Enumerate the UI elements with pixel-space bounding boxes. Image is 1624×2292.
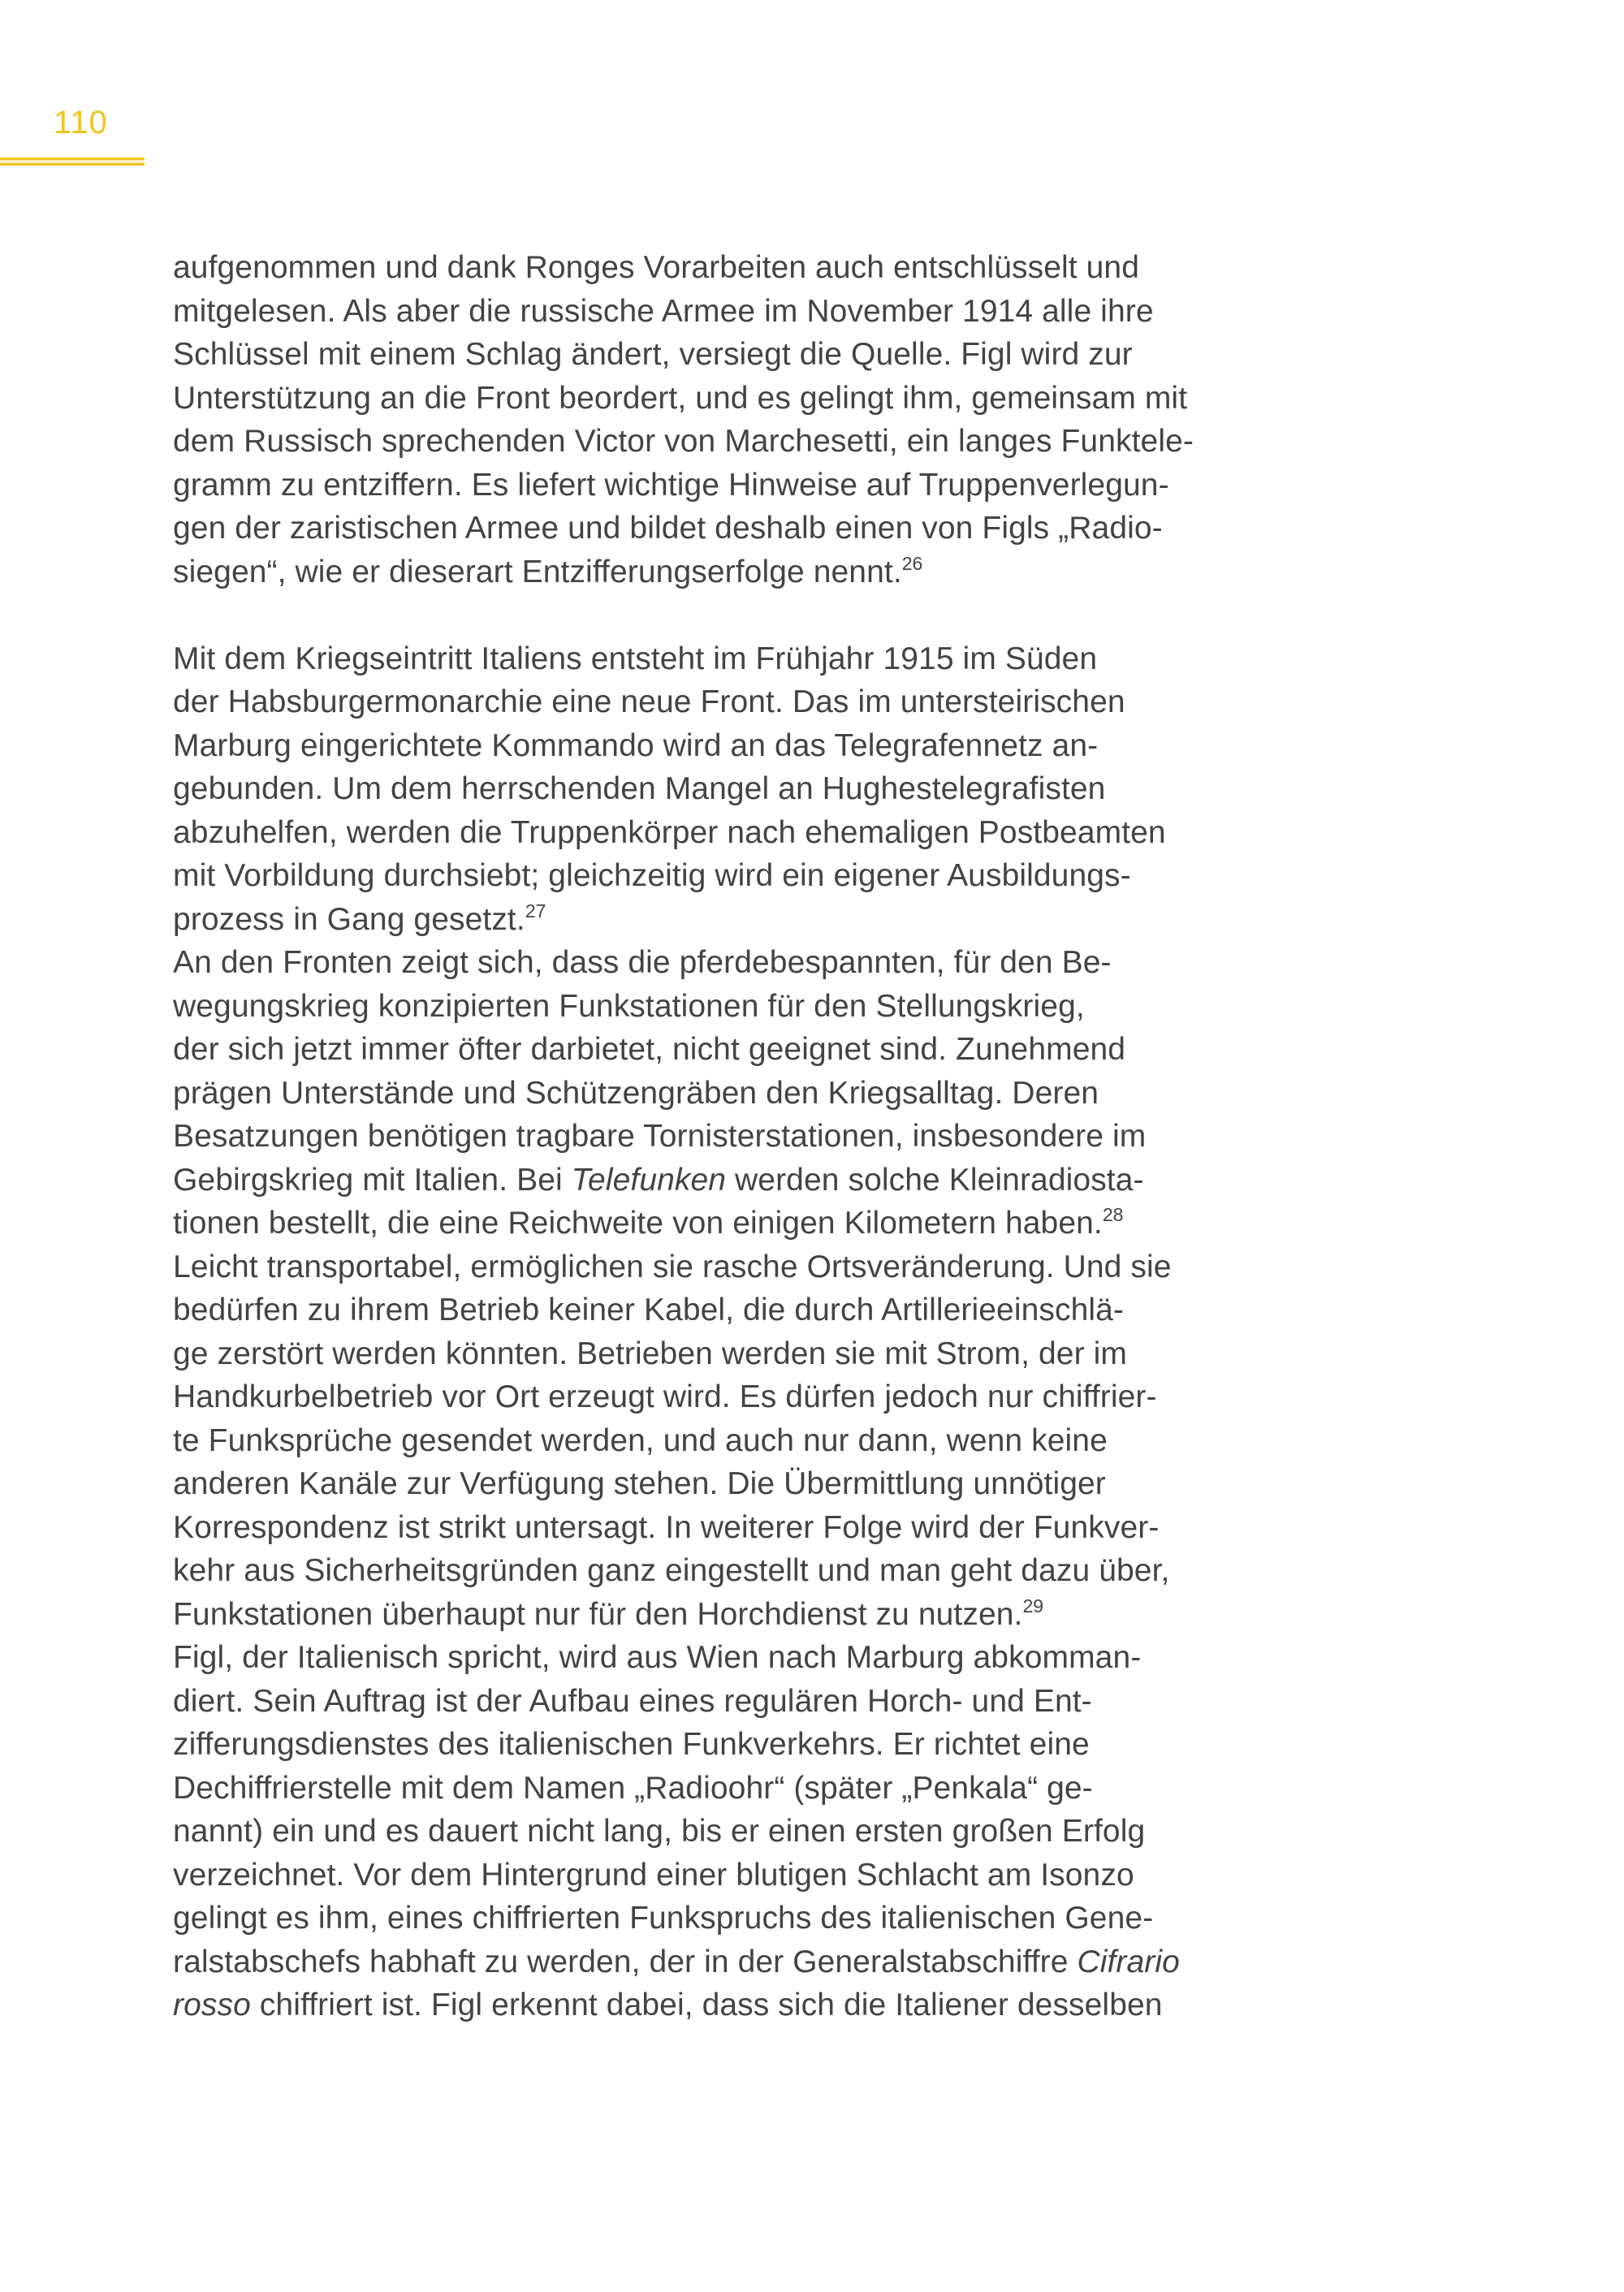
text-line — [173, 1332, 1358, 1376]
text-segment: te Funksprüche gesendet werden, und auch nur dann, wenn keine — [173, 1422, 1108, 1458]
text-segment: kehr aus Sicherheitsgründen ganz eingestellt und man geht dazu über, — [173, 1553, 1170, 1588]
text-segment: An den Fronten zeigt sich, dass die pferdebespannten, für den Be- — [173, 945, 1112, 980]
text-segment: Mit dem Kriegseintritt Italiens entsteht im Frühjahr 1915 im Süden — [173, 641, 1098, 676]
text-line — [173, 333, 1358, 377]
body-text — [173, 246, 1358, 2027]
text-line — [173, 1375, 1358, 1419]
text-line — [173, 854, 1358, 898]
text-segment: mit Vorbildung durchsiebt; gleichzeitig wird ein eigener Ausbildungs- — [173, 858, 1131, 893]
text-segment: Figl, der Italienisch spricht, wird aus Wien nach Marburg abkomman- — [173, 1640, 1142, 1675]
text-line — [173, 1593, 1358, 1637]
text-line — [173, 1072, 1358, 1116]
text-line — [173, 1245, 1358, 1289]
text-segment: dem Russisch sprechenden Victor von Marchesetti, ein langes Funktele- — [173, 424, 1194, 459]
text-segment: Funkstationen überhaupt nur für den Horchdienst zu nutzen. — [173, 1596, 1023, 1632]
text-segment: Korrespondenz ist strikt untersagt. In weiterer Folge wird der Funkver- — [173, 1509, 1160, 1545]
text-segment: gebunden. Um dem herrschenden Mangel an Hughestelegrafisten — [173, 771, 1106, 806]
text-segment: Unterstützung an die Front beordert, und es gelingt ihm, gemeinsam mit — [173, 380, 1188, 416]
text-line — [173, 898, 1358, 942]
text-line — [173, 1940, 1358, 1984]
page-number: 110 — [54, 105, 108, 140]
paragraph-2 — [173, 637, 1358, 2027]
text-line — [173, 464, 1358, 507]
footnote-reference: 27 — [525, 900, 546, 922]
text-line — [173, 1810, 1358, 1854]
text-segment: tionen bestellt, die eine Reichweite von einigen Kilometern haben. — [173, 1206, 1103, 1241]
accent-rule — [0, 158, 145, 166]
text-line — [173, 550, 1358, 594]
text-line — [173, 1115, 1358, 1159]
text-line — [173, 1549, 1358, 1593]
text-segment: bedürfen zu ihrem Betrieb keiner Kabel, die durch Artillerieeinschlä- — [173, 1293, 1125, 1327]
text-segment: ge zerstört werden könnten. Betrieben werden sie mit Strom, der im — [173, 1336, 1127, 1371]
text-segment: Handkurbelbetrieb vor Ort erzeugt wird. Es dürfen jedoch nur chiffrier- — [173, 1379, 1157, 1414]
footnote-reference: 29 — [1022, 1595, 1044, 1616]
text-segment: der sich jetzt immer öfter darbietet, nicht geeignet sind. Zunehmend — [173, 1032, 1126, 1067]
text-segment: werden solche Kleinradiosta- — [726, 1162, 1144, 1198]
paragraph-1 — [173, 246, 1358, 594]
text-segment: gramm zu entziffern. Es liefert wichtige Hinweise auf Truppenverlegun- — [173, 467, 1169, 503]
text-line — [173, 1506, 1358, 1550]
italic-text: Telefunken — [571, 1162, 727, 1198]
text-segment: prägen Unterstände und Schützengräben den Kriegsalltag. Deren — [173, 1075, 1099, 1111]
text-line — [173, 246, 1358, 290]
text-segment: der Habsburgermonarchie eine neue Front. Das im untersteirischen — [173, 684, 1125, 719]
text-line — [173, 1854, 1358, 1897]
text-segment: zifferungsdienstes des italienischen Funkverkehrs. Er richtet eine — [173, 1727, 1090, 1762]
text-line — [173, 1028, 1358, 1072]
text-line — [173, 1288, 1358, 1332]
text-line — [173, 1983, 1358, 2027]
text-line — [173, 680, 1358, 724]
text-segment: Marburg eingerichtete Kommando wird an das Telegrafennetz an- — [173, 727, 1099, 763]
text-segment: anderen Kanäle zur Verfügung stehen. Die Übermittlung unnötiger — [173, 1466, 1106, 1501]
text-segment: gelingt es ihm, eines chiffrierten Funkspruchs des italienischen Gene- — [173, 1901, 1154, 1936]
text-line — [173, 1723, 1358, 1767]
text-segment: abzuhelfen, werden die Truppenkörper nach ehemaligen Postbeamten — [173, 814, 1166, 850]
text-segment: gen der zaristischen Armee und bildet deshalb einen von Figls „Radio- — [173, 511, 1163, 546]
text-line — [173, 637, 1358, 681]
text-segment: siegen“, wie er dieserart Entzifferungserfolge nennt. — [173, 554, 902, 589]
text-segment: Dechiffrierstelle mit dem Namen „Radioohr“ (später „Penkala“ ge- — [173, 1770, 1093, 1806]
text-line — [173, 767, 1358, 811]
text-line — [173, 985, 1358, 1029]
text-line — [173, 507, 1358, 550]
text-line — [173, 377, 1358, 421]
text-segment: Leicht transportabel, ermöglichen sie rasche Ortsveränderung. Und sie — [173, 1249, 1172, 1284]
text-line — [173, 1202, 1358, 1245]
text-segment: Schlüssel mit einem Schlag ändert, versiegt die Quelle. Figl wird zur — [173, 337, 1133, 372]
text-segment: prozess in Gang gesetzt. — [173, 901, 525, 937]
text-segment: Besatzungen benötigen tragbare Tornisterstationen, insbesondere im — [173, 1119, 1147, 1154]
footnote-reference: 26 — [901, 552, 923, 574]
text-segment: ralstabschefs habhaft zu werden, der in der Generalstabschiffre — [173, 1944, 1078, 1979]
text-segment: chiffriert ist. Figl erkennt dabei, dass sich die Italiener desselben — [250, 1988, 1163, 2022]
text-segment: diert. Sein Auftrag ist der Aufbau eines regulären Horch- und Ent- — [173, 1683, 1092, 1719]
text-line — [173, 290, 1358, 334]
text-segment: aufgenommen und dank Ronges Vorarbeiten auch entschlüsselt und — [173, 250, 1140, 285]
italic-text: Cifrario — [1077, 1944, 1180, 1979]
text-line — [173, 1897, 1358, 1940]
text-line — [173, 941, 1358, 985]
text-segment: verzeichnet. Vor dem Hintergrund einer blutigen Schlacht am Isonzo — [173, 1857, 1134, 1893]
italic-text: rosso — [173, 1988, 251, 2022]
text-line — [173, 1419, 1358, 1463]
text-line — [173, 1636, 1358, 1680]
text-line — [173, 724, 1358, 768]
text-segment: nannt) ein und es dauert nicht lang, bis er einen ersten großen Erfolg — [173, 1814, 1146, 1849]
text-segment: mitgelesen. Als aber die russische Armee im November 1914 alle ihre — [173, 293, 1154, 329]
text-line — [173, 1767, 1358, 1811]
text-line — [173, 1159, 1358, 1202]
text-line — [173, 1462, 1358, 1506]
text-line — [173, 420, 1358, 464]
text-segment: Gebirgskrieg mit Italien. Bei — [173, 1162, 572, 1198]
text-segment: wegungskrieg konzipierten Funkstationen für den Stellungskrieg, — [173, 988, 1085, 1024]
footnote-reference: 28 — [1102, 1204, 1124, 1225]
text-line — [173, 1680, 1358, 1724]
text-line — [173, 811, 1358, 855]
